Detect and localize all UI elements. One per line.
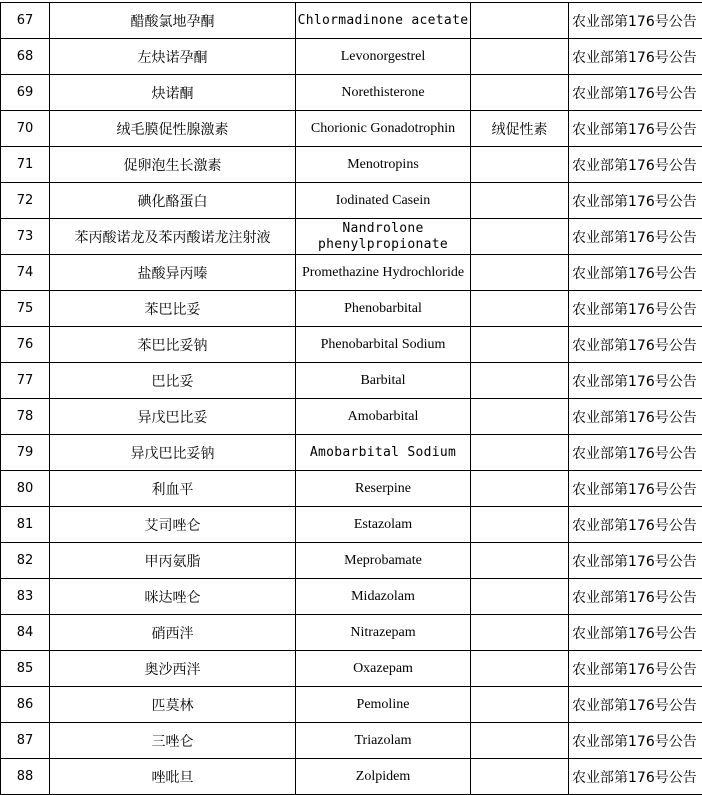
english-name-cell: Amobarbital (296, 399, 471, 435)
note-cell (471, 183, 569, 219)
table-row (1, 219, 702, 255)
row-number-cell: 84 (1, 615, 50, 651)
table-row (1, 255, 702, 291)
table-row (1, 3, 702, 39)
english-name-cell: Zolpidem (296, 759, 471, 795)
english-name-cell: Estazolam (296, 507, 471, 543)
row-number-cell: 77 (1, 363, 50, 399)
table-row (1, 543, 702, 579)
row-number-cell: 67 (1, 3, 50, 39)
english-name-cell: Meprobamate (296, 543, 471, 579)
row-number-cell: 76 (1, 327, 50, 363)
chinese-name-cell: 甲丙氨脂 (50, 543, 296, 579)
row-number-cell: 72 (1, 183, 50, 219)
reference-cell: 农业部第176号公告 (569, 183, 702, 219)
english-name-cell: Levonorgestrel (296, 39, 471, 75)
note-cell (471, 399, 569, 435)
chinese-name-cell: 苯丙酸诺龙及苯丙酸诺龙注射液 (50, 219, 296, 255)
table-row (1, 147, 702, 183)
drug-table (0, 2, 702, 795)
chinese-name-cell: 碘化酪蛋白 (50, 183, 296, 219)
english-name-cell: Nitrazepam (296, 615, 471, 651)
chinese-name-cell: 艾司唑仑 (50, 507, 296, 543)
english-name-cell: Phenobarbital (296, 291, 471, 327)
english-name-cell: Reserpine (296, 471, 471, 507)
note-cell (471, 435, 569, 471)
row-number-cell: 68 (1, 39, 50, 75)
reference-cell: 农业部第176号公告 (569, 327, 702, 363)
row-number-cell: 70 (1, 111, 50, 147)
reference-cell: 农业部第176号公告 (569, 3, 702, 39)
reference-cell: 农业部第176号公告 (569, 111, 702, 147)
english-name-cell: Oxazepam (296, 651, 471, 687)
row-number-cell: 79 (1, 435, 50, 471)
chinese-name-cell: 苯巴比妥钠 (50, 327, 296, 363)
english-name-cell: Menotropins (296, 147, 471, 183)
reference-cell: 农业部第176号公告 (569, 507, 702, 543)
note-cell (471, 219, 569, 255)
table-body (1, 3, 702, 795)
chinese-name-cell: 巴比妥 (50, 363, 296, 399)
note-cell (471, 3, 569, 39)
english-name-cell: Midazolam (296, 579, 471, 615)
table-row (1, 39, 702, 75)
note-cell (471, 507, 569, 543)
chinese-name-cell: 匹莫林 (50, 687, 296, 723)
reference-cell: 农业部第176号公告 (569, 579, 702, 615)
note-cell (471, 75, 569, 111)
chinese-name-cell: 醋酸氯地孕酮 (50, 3, 296, 39)
note-cell (471, 255, 569, 291)
row-number-cell: 80 (1, 471, 50, 507)
reference-cell: 农业部第176号公告 (569, 75, 702, 111)
note-cell (471, 471, 569, 507)
note-cell (471, 291, 569, 327)
row-number-cell: 85 (1, 651, 50, 687)
chinese-name-cell: 苯巴比妥 (50, 291, 296, 327)
table-row (1, 75, 702, 111)
table-row (1, 687, 702, 723)
note-cell (471, 615, 569, 651)
chinese-name-cell: 左炔诺孕酮 (50, 39, 296, 75)
chinese-name-cell: 咪达唑仑 (50, 579, 296, 615)
table-row (1, 363, 702, 399)
table-row (1, 183, 702, 219)
table-row (1, 291, 702, 327)
reference-cell: 农业部第176号公告 (569, 255, 702, 291)
note-cell (471, 327, 569, 363)
chinese-name-cell: 异戊巴比妥钠 (50, 435, 296, 471)
note-cell (471, 39, 569, 75)
row-number-cell: 86 (1, 687, 50, 723)
chinese-name-cell: 唑吡旦 (50, 759, 296, 795)
row-number-cell: 73 (1, 219, 50, 255)
english-name-cell: Norethisterone (296, 75, 471, 111)
chinese-name-cell: 奥沙西泮 (50, 651, 296, 687)
table-row (1, 723, 702, 759)
reference-cell: 农业部第176号公告 (569, 363, 702, 399)
english-name-cell: Phenobarbital Sodium (296, 327, 471, 363)
table-row (1, 471, 702, 507)
english-name-cell: Barbital (296, 363, 471, 399)
row-number-cell: 69 (1, 75, 50, 111)
note-cell (471, 759, 569, 795)
row-number-cell: 71 (1, 147, 50, 183)
reference-cell: 农业部第176号公告 (569, 399, 702, 435)
note-cell (471, 363, 569, 399)
reference-cell: 农业部第176号公告 (569, 615, 702, 651)
reference-cell: 农业部第176号公告 (569, 291, 702, 327)
reference-cell: 农业部第176号公告 (569, 723, 702, 759)
table-row (1, 615, 702, 651)
reference-cell: 农业部第176号公告 (569, 39, 702, 75)
note-cell: 绒促性素 (471, 111, 569, 147)
chinese-name-cell: 促卵泡生长激素 (50, 147, 296, 183)
english-name-cell: Pemoline (296, 687, 471, 723)
row-number-cell: 75 (1, 291, 50, 327)
table-row (1, 651, 702, 687)
note-cell (471, 723, 569, 759)
note-cell (471, 543, 569, 579)
table-row (1, 327, 702, 363)
table-row (1, 435, 702, 471)
reference-cell: 农业部第176号公告 (569, 687, 702, 723)
row-number-cell: 88 (1, 759, 50, 795)
note-cell (471, 687, 569, 723)
table-row (1, 579, 702, 615)
table-row (1, 399, 702, 435)
reference-cell: 农业部第176号公告 (569, 651, 702, 687)
chinese-name-cell: 硝西泮 (50, 615, 296, 651)
chinese-name-cell: 绒毛膜促性腺激素 (50, 111, 296, 147)
reference-cell: 农业部第176号公告 (569, 219, 702, 255)
reference-cell: 农业部第176号公告 (569, 435, 702, 471)
chinese-name-cell: 利血平 (50, 471, 296, 507)
english-name-cell: Nandrolone phenylpropionate (296, 219, 471, 255)
table-row (1, 759, 702, 795)
note-cell (471, 651, 569, 687)
row-number-cell: 81 (1, 507, 50, 543)
reference-cell: 农业部第176号公告 (569, 759, 702, 795)
row-number-cell: 87 (1, 723, 50, 759)
english-name-cell: Amobarbital Sodium (296, 435, 471, 471)
row-number-cell: 82 (1, 543, 50, 579)
reference-cell: 农业部第176号公告 (569, 147, 702, 183)
reference-cell: 农业部第176号公告 (569, 471, 702, 507)
row-number-cell: 83 (1, 579, 50, 615)
table-row (1, 507, 702, 543)
english-name-cell: Promethazine Hydrochloride (296, 255, 471, 291)
row-number-cell: 78 (1, 399, 50, 435)
chinese-name-cell: 异戊巴比妥 (50, 399, 296, 435)
english-name-cell: Triazolam (296, 723, 471, 759)
english-name-cell: Iodinated Casein (296, 183, 471, 219)
row-number-cell: 74 (1, 255, 50, 291)
note-cell (471, 579, 569, 615)
english-name-cell: Chorionic Gonadotrophin (296, 111, 471, 147)
chinese-name-cell: 炔诺酮 (50, 75, 296, 111)
reference-cell: 农业部第176号公告 (569, 543, 702, 579)
table-row (1, 111, 702, 147)
note-cell (471, 147, 569, 183)
english-name-cell: Chlormadinone acetate (296, 3, 471, 39)
chinese-name-cell: 盐酸异丙嗪 (50, 255, 296, 291)
chinese-name-cell: 三唑仑 (50, 723, 296, 759)
